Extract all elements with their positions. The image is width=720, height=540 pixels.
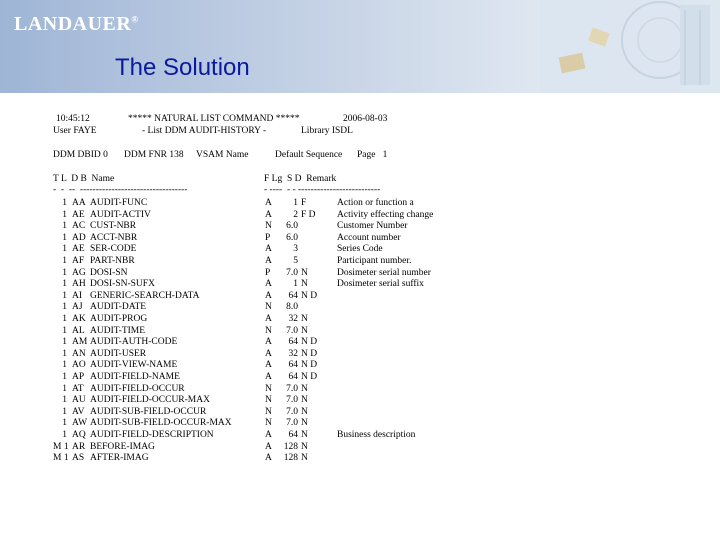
report-date: 2006-08-03	[343, 114, 388, 124]
cell-db: AS	[72, 453, 85, 464]
cell-lg: 128	[283, 453, 298, 464]
cell-name: AUDIT-TIME	[90, 325, 146, 336]
cell-remark: Dosimeter serial suffix	[337, 279, 424, 290]
cell-name: AUDIT-FIELD-OCCUR-MAX	[90, 395, 210, 406]
cell-tl: 1	[62, 430, 67, 440]
cell-tl: 1	[62, 383, 67, 394]
cell-sd: N	[301, 395, 308, 406]
cell-tl: 1	[62, 244, 67, 255]
page-number: Page 1	[357, 150, 388, 160]
cell-remark: Participant number.	[337, 256, 412, 266]
cell-db: AH	[72, 279, 86, 290]
cell-name: AUDIT-SUB-FIELD-OCCUR	[90, 406, 207, 417]
cell-sd: N	[301, 430, 308, 440]
cell-db: AV	[72, 406, 85, 417]
cell-f: A	[265, 441, 272, 452]
cell-f: A	[265, 244, 272, 255]
cell-sd: N	[301, 453, 308, 464]
cell-name: SER-CODE	[90, 244, 137, 255]
cell-tl: 1	[62, 337, 67, 348]
header-banner	[0, 0, 720, 93]
ddm-fnr: DDM FNR 138	[124, 150, 184, 160]
cell-name: ACCT-NBR	[90, 232, 138, 243]
cell-remark: Activity effecting change	[337, 209, 434, 220]
cell-name: AUDIT-SUB-FIELD-OCCUR-MAX	[90, 418, 232, 429]
cell-f: A	[265, 279, 272, 290]
cell-f: A	[265, 209, 272, 220]
cell-name: GENERIC-SEARCH-DATA	[90, 290, 200, 301]
cell-tl: 1	[62, 314, 67, 324]
cell-sd: N	[301, 314, 308, 324]
cell-db: AO	[72, 360, 86, 371]
left-column-header: T L D B Name	[53, 174, 115, 184]
cell-tl: 1	[62, 209, 67, 220]
cell-name: AUDIT-FIELD-OCCUR	[90, 383, 185, 394]
decorative-dosimeter-image	[540, 0, 720, 93]
cell-tl: 1	[62, 290, 67, 301]
cell-lg: 1	[293, 279, 298, 290]
cell-tl: 1	[62, 221, 67, 232]
cell-name: AFTER-IMAG	[90, 453, 149, 464]
cell-f: N	[265, 221, 272, 232]
cell-db: AK	[72, 314, 86, 324]
cell-db: AR	[72, 441, 86, 452]
cell-tl: 1	[62, 395, 67, 406]
report-user: User FAYE	[53, 126, 97, 136]
cell-lg: 3	[293, 244, 298, 255]
ddm-dbid: DDM DBID 0	[53, 150, 108, 160]
cell-tl: 1	[62, 372, 67, 382]
cell-remark: Series Code	[337, 244, 383, 255]
cell-tl: 1	[62, 325, 67, 336]
cell-f: A	[265, 430, 272, 440]
cell-db: AL	[72, 325, 85, 336]
cell-name: DOSI-SN-SUFX	[90, 279, 155, 290]
cell-tl: 1	[62, 302, 67, 313]
cell-remark: Customer Number	[337, 221, 408, 232]
cell-sd: N D	[301, 337, 318, 348]
cell-lg: 7.0	[286, 325, 298, 336]
company-logo: LANDAUER®	[14, 13, 139, 35]
cell-name: AUDIT-FIELD-DESCRIPTION	[90, 430, 214, 440]
default-sequence: Default Sequence	[275, 150, 343, 160]
vsam-name: VSAM Name	[196, 150, 249, 160]
cell-name: DOSI-SN	[90, 267, 128, 278]
cell-f: P	[265, 232, 271, 243]
cell-sd: N	[301, 406, 308, 417]
cell-f: N	[265, 325, 272, 336]
cell-f: N	[265, 302, 272, 313]
cell-db: AN	[72, 348, 86, 359]
cell-sd: N	[301, 383, 308, 394]
cell-db: AM	[72, 337, 88, 348]
cell-sd: N	[301, 325, 308, 336]
cell-lg: 6.0	[286, 232, 298, 243]
report-time: 10:45:12	[56, 114, 90, 124]
cell-lg: 7.0	[286, 395, 298, 406]
cell-lg: 7.0	[286, 267, 298, 278]
cell-lg: 32	[288, 348, 298, 359]
cell-tl: 1	[62, 198, 67, 208]
report-command: ***** NATURAL LIST COMMAND *****	[128, 114, 300, 124]
cell-sd: N D	[301, 290, 318, 301]
cell-lg: 64	[288, 290, 298, 301]
report-library: Library ISDL	[301, 126, 353, 136]
cell-name: AUDIT-FIELD-NAME	[90, 372, 180, 382]
cell-tl: 1	[62, 232, 67, 243]
cell-f: A	[265, 290, 272, 301]
cell-db: AW	[72, 418, 88, 429]
cell-tl: 1	[62, 256, 67, 266]
cell-db: AE	[72, 209, 85, 220]
cell-sd: N	[301, 441, 308, 452]
slide-title: The Solution	[115, 54, 250, 81]
cell-name: AUDIT-FUNC	[90, 198, 148, 208]
cell-db: AP	[72, 372, 85, 382]
cell-name: AUDIT-AUTH-CODE	[90, 337, 178, 348]
cell-name: AUDIT-USER	[90, 348, 147, 359]
cell-tl: 1	[62, 418, 67, 429]
cell-lg: 7.0	[286, 383, 298, 394]
cell-tl: M 1	[53, 441, 69, 452]
cell-sd: F D	[301, 209, 316, 220]
cell-f: N	[265, 395, 272, 406]
cell-db: AQ	[72, 430, 86, 440]
cell-f: A	[265, 337, 272, 348]
cell-name: BEFORE-IMAG	[90, 441, 155, 452]
cell-lg: 8.0	[286, 302, 298, 313]
cell-db: AA	[72, 198, 86, 208]
cell-tl: M 1	[53, 453, 69, 464]
cell-lg: 5	[293, 256, 298, 266]
cell-lg: 7.0	[286, 406, 298, 417]
right-column-header: F Lg S D Remark	[264, 174, 337, 184]
cell-f: N	[265, 383, 272, 394]
report-subtitle: - List DDM AUDIT-HISTORY -	[142, 126, 267, 136]
cell-sd: N	[301, 267, 308, 278]
cell-sd: N	[301, 418, 308, 429]
left-column-rule: - - -- ----------------------------------	[53, 185, 188, 195]
cell-db: AF	[72, 256, 85, 266]
cell-lg: 64	[288, 337, 298, 348]
cell-tl: 1	[62, 406, 67, 417]
cell-f: A	[265, 360, 272, 371]
cell-remark: Account number	[337, 232, 401, 243]
cell-name: AUDIT-ACTIV	[90, 209, 151, 220]
cell-db: AJ	[72, 302, 83, 313]
right-column-rule: - ---- - - --------------------------	[264, 185, 381, 195]
cell-lg: 7.0	[286, 418, 298, 429]
cell-sd: N D	[301, 372, 318, 382]
cell-lg: 2	[293, 209, 298, 220]
cell-f: P	[265, 267, 271, 278]
cell-remark: Action or function a	[337, 198, 414, 208]
cell-f: A	[265, 256, 272, 266]
cell-name: AUDIT-DATE	[90, 302, 147, 313]
cell-f: N	[265, 406, 272, 417]
cell-db: AG	[72, 267, 86, 278]
cell-lg: 64	[288, 360, 298, 371]
cell-tl: 1	[62, 267, 67, 278]
cell-f: N	[265, 418, 272, 429]
cell-remark: Dosimeter serial number	[337, 267, 431, 278]
cell-tl: 1	[62, 279, 67, 290]
cell-db: AC	[72, 221, 86, 232]
cell-lg: 64	[288, 430, 298, 440]
cell-tl: 1	[62, 348, 67, 359]
cell-sd: N D	[301, 360, 318, 371]
cell-sd: N	[301, 279, 308, 290]
cell-lg: 1	[293, 198, 298, 208]
cell-f: A	[265, 372, 272, 382]
cell-f: A	[265, 453, 272, 464]
cell-name: AUDIT-VIEW-NAME	[90, 360, 178, 371]
cell-sd: F	[301, 198, 307, 208]
cell-lg: 32	[288, 314, 298, 324]
cell-f: A	[265, 314, 272, 324]
cell-db: AD	[72, 232, 86, 243]
cell-f: A	[265, 348, 272, 359]
cell-sd: N D	[301, 348, 318, 359]
cell-tl: 1	[62, 360, 67, 371]
cell-name: CUST-NBR	[90, 221, 137, 232]
cell-db: AI	[72, 290, 83, 301]
cell-lg: 128	[283, 441, 298, 452]
cell-db: AE	[72, 244, 85, 255]
cell-db: AT	[72, 383, 84, 394]
cell-lg: 64	[288, 372, 298, 382]
cell-remark: Business description	[337, 430, 416, 440]
cell-lg: 6.0	[286, 221, 298, 232]
cell-f: A	[265, 198, 272, 208]
cell-name: PART-NBR	[90, 256, 135, 266]
cell-db: AU	[72, 395, 86, 406]
cell-name: AUDIT-PROG	[90, 314, 148, 324]
